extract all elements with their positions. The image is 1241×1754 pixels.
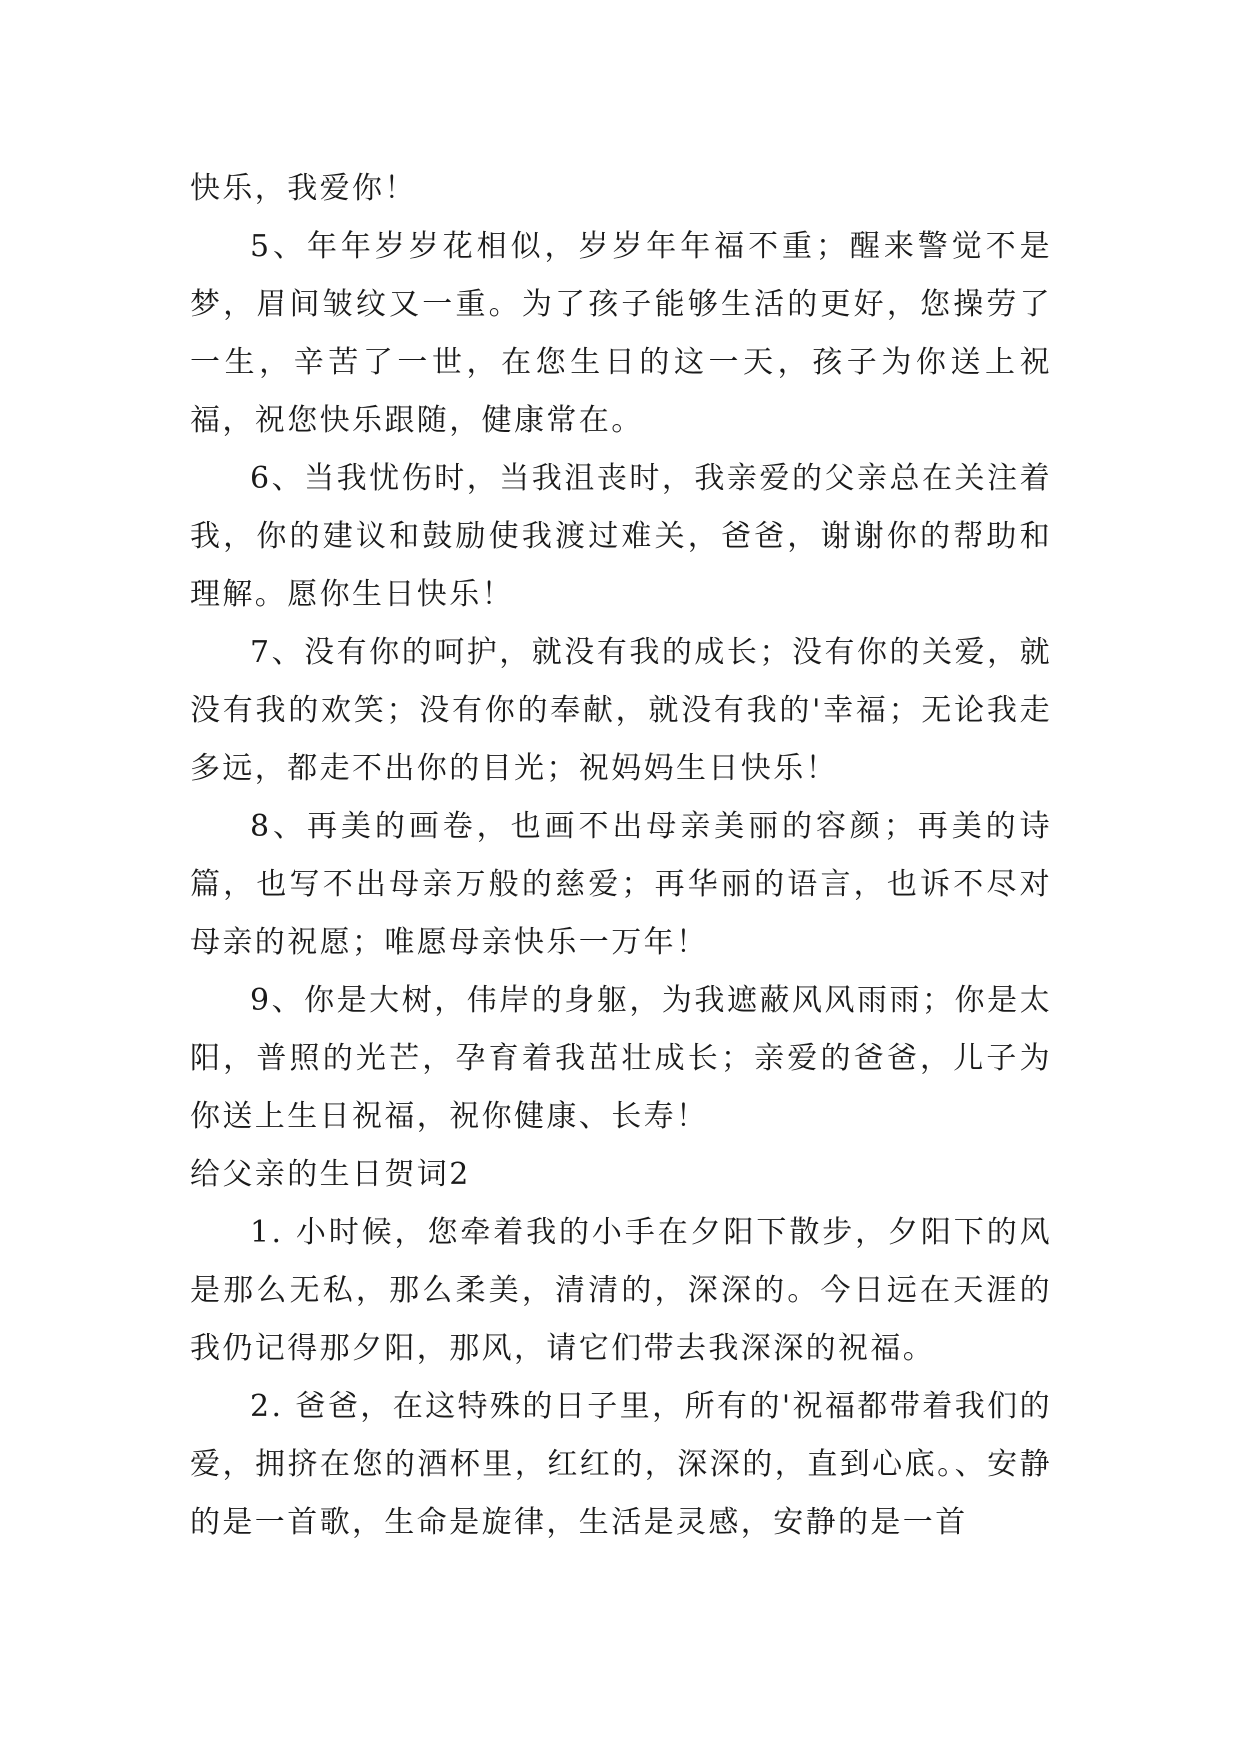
paragraph-item-5: 5、年年岁岁花相似，岁岁年年福不重；醒来警觉不是梦，眉间皱纹又一重。为了孩子能够生活的更好，您操劳了一生，辛苦了一世，在您生日的这一天，孩子为你送上祝福，祝您快乐跟随，健康常在。 <box>190 229 1052 438</box>
section-paragraph-1: 1. 小时候，您牵着我的小手在夕阳下散步，夕阳下的风是那么无私，那么柔美，清清的，深深的。今日远在天涯的我仍记得那夕阳，那风，请它们带去我深深的祝福。 <box>190 1215 1052 1366</box>
paragraph-continuation: 快乐，我爱你！ <box>190 171 417 206</box>
paragraph-item-8: 8、再美的画卷，也画不出母亲美丽的容颜；再美的诗篇，也写不出母亲万般的慈爱；再华丽的语言，也诉不尽对母亲的祝愿；唯愿母亲快乐一万年！ <box>190 809 1052 960</box>
paragraph-item-9: 9、你是大树，伟岸的身躯，为我遮蔽风风雨雨；你是太阳，普照的光芒，孕育着我茁壮成长；亲爱的爸爸，儿子为你送上生日祝福，祝你健康、长寿！ <box>190 983 1052 1134</box>
paragraph-item-6: 6、当我忧伤时，当我沮丧时，我亲爱的父亲总在关注着我，你的建议和鼓励使我渡过难关，爸爸，谢谢你的帮助和理解。愿你生日快乐！ <box>190 461 1052 612</box>
paragraph-item-7: 7、没有你的呵护，就没有我的成长；没有你的关爱，就没有我的欢笑；没有你的奉献，就没有我的'幸福；无论我走多远，都走不出你的目光；祝妈妈生日快乐！ <box>190 635 1052 786</box>
section-heading: 给父亲的生日贺词2 <box>190 1157 471 1192</box>
section-paragraph-2: 2. 爸爸，在这特殊的日子里，所有的'祝福都带着我们的爱，拥挤在您的酒杯里，红红的，深深的，直到心底。、安静的是一首歌，生命是旋律，生活是灵感，安静的是一首 <box>190 1389 1052 1540</box>
document-page <box>190 160 1052 1552</box>
